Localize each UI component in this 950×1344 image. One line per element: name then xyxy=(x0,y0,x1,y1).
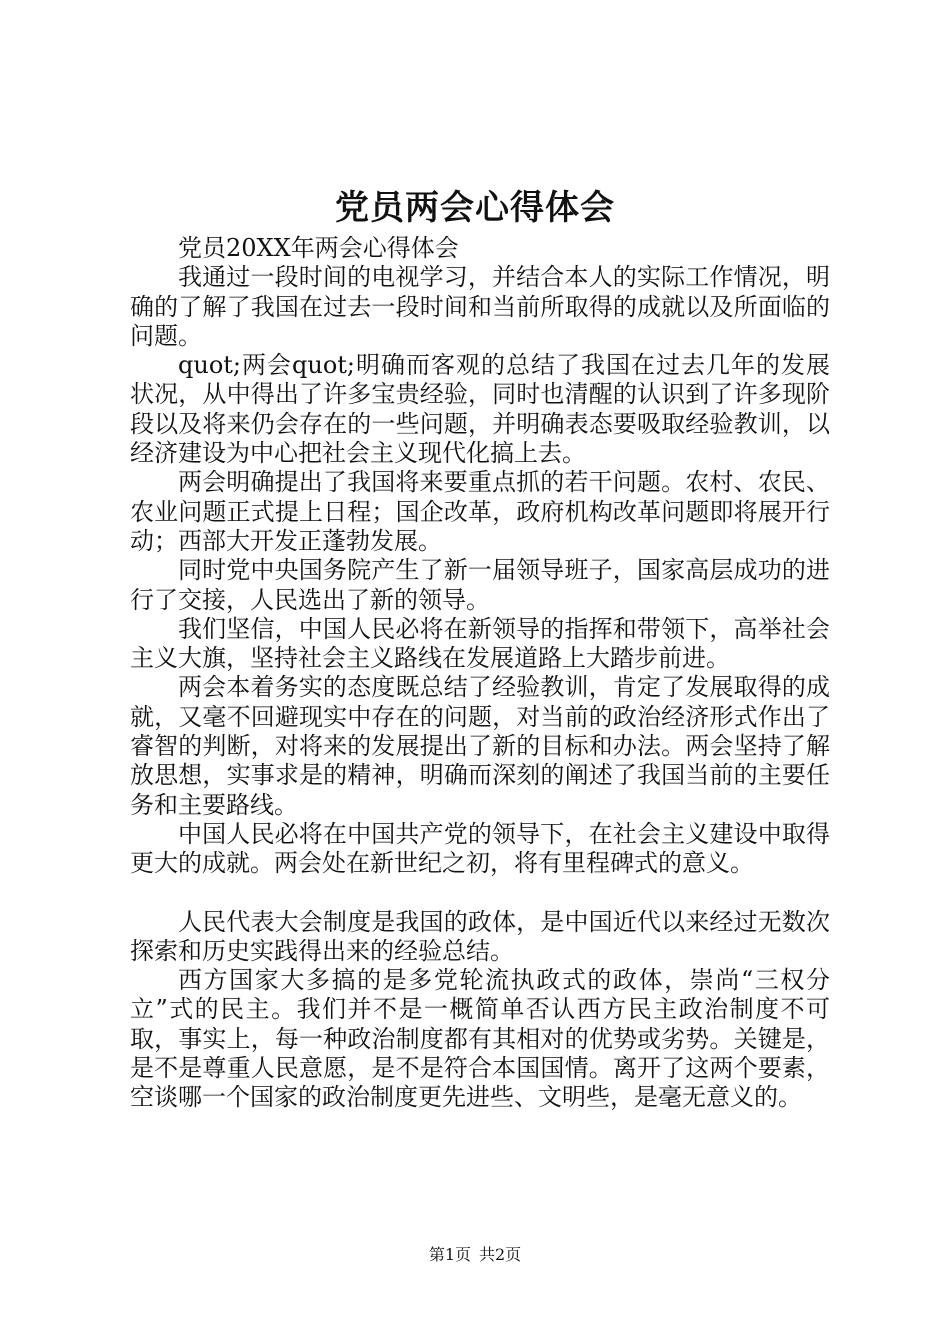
page-number-current: 第1页 xyxy=(428,1245,471,1264)
body-paragraph: 中国人民必将在中国共产党的领导下，在社会主义建设中取得更大的成就。两会处在新世纪之初，将有里程碑式的意义。 xyxy=(130,819,830,878)
document-body xyxy=(130,234,830,1113)
page-footer xyxy=(0,1244,950,1266)
body-paragraph: 我通过一段时间的电视学习，并结合本人的实际工作情况，明确的了解了我国在过去一段时间和当前所取得的成就以及所面临的问题。 xyxy=(130,263,830,350)
body-paragraph: quot;两会quot;明确而客观的总结了我国在过去几年的发展状况，从中得出了许多宝贵经验，同时也清醒的认识到了许多现阶段以及将来仍会存在的一些问题，并明确表态要吸取经验教训，以经济建设为中心把社会主义现代化搞上去。 xyxy=(130,351,830,468)
subtitle-paragraph: 党员20XX年两会心得体会 xyxy=(178,234,459,262)
body-paragraph: 西方国家大多搞的是多党轮流执政式的政体，崇尚“三权分立”式的民主。我们并不是一概简单否认西方民主政治制度不可取，事实上，每一种政治制度都有其相对的优势或劣势。关键是，是不是尊重人民意愿，是不是符合本国国情。离开了这两个要素，空谈哪一个国家的政治制度更先进些、文明些，是毫无意义的。 xyxy=(130,966,830,1112)
body-paragraph: 两会明确提出了我国将来要重点抓的若干问题。农村、农民、农业问题正式提上日程；国企改革，政府机构改革问题即将展开行动；西部大开发正蓬勃发展。 xyxy=(130,468,830,555)
paragraph-spacer xyxy=(130,879,830,908)
body-paragraph: 我们坚信，中国人民必将在新领导的指挥和带领下，高举社会主义大旗，坚持社会主义路线在发展道路上大踏步前进。 xyxy=(130,614,830,673)
body-paragraph: 同时党中央国务院产生了新一届领导班子，国家高层成功的进行了交接，人民选出了新的领导。 xyxy=(130,556,830,614)
page-number-total: 共2页 xyxy=(479,1245,522,1264)
document-title: 党员两会心得体会 xyxy=(335,188,615,228)
body-paragraph: 人民代表大会制度是我国的政体，是中国近代以来经过无数次探索和历史实践得出来的经验总结。 xyxy=(130,907,830,965)
body-paragraph: 两会本着务实的态度既总结了经验教训，肯定了发展取得的成就，又毫不回避现实中存在的问题，对当前的政治经济形式作出了睿智的判断，对将来的发展提出了新的目标和办法。两会坚持了解放思想，实事求是的精神，明确而深刻的阐述了我国当前的主要任务和主要路线。 xyxy=(130,673,830,819)
